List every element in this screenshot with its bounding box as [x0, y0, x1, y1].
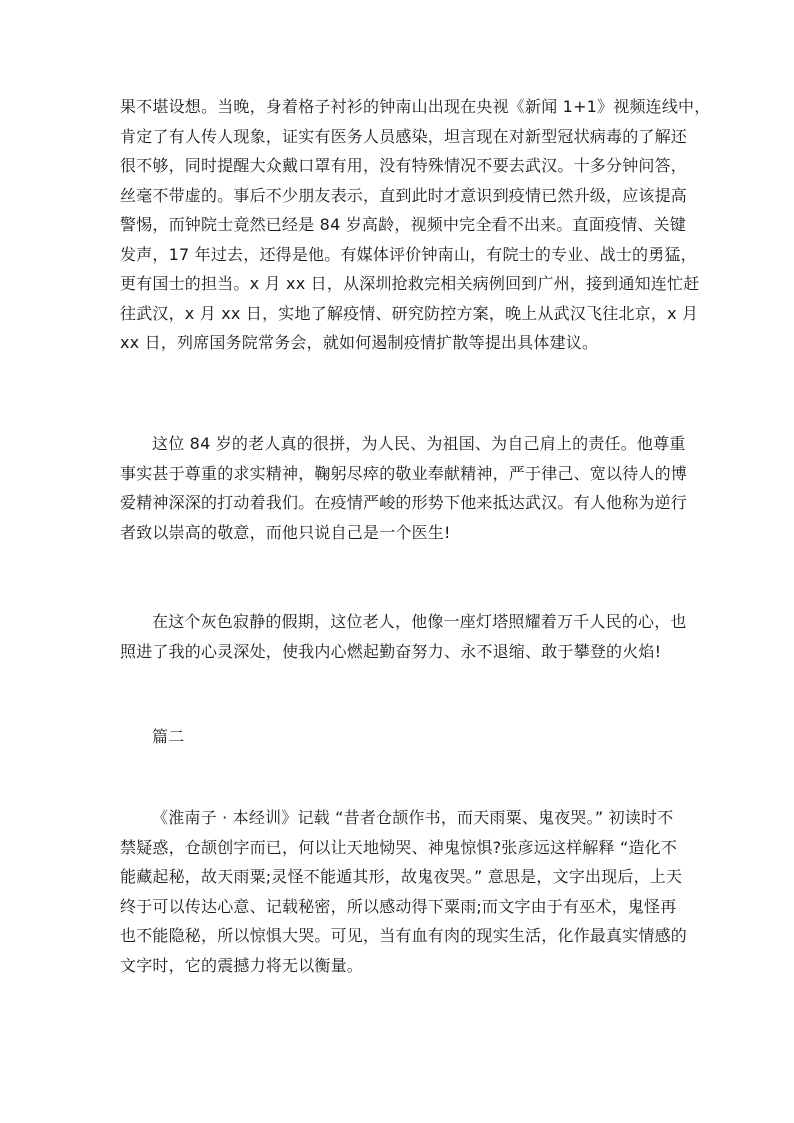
section-heading: [120, 722, 685, 752]
paragraph-line: 终于可以传达心意、记载秘密，所以感动得下粟雨;而文字由于有巫术，鬼怪再: [120, 896, 677, 916]
paragraph-line: 能藏起秘，故天雨粟;灵怪不能遁其形，故鬼夜哭。” 意思是，文字出现后，上天: [120, 867, 683, 886]
section-heading-text: 篇二: [152, 727, 185, 746]
paragraph-line: 事实甚于尊重的求实精神，鞠躬尽瘁的敬业奉献精神，严于律己、宽以待人的博: [120, 463, 688, 483]
paragraph-line: 在这个灰色寂静的假期，这位老人，他像一座灯塔照耀着万千人民的心，也: [152, 612, 687, 631]
paragraph-line: 也不能隐秘，所以惊惧大哭。可见，当有血有肉的现实生活，化作最真实情感的: [120, 926, 688, 945]
paragraph-line: 警惕，而钟院士竟然已经是 84 岁高龄，视频中完全看不出来。直面疫情、关键: [120, 215, 686, 234]
paragraph-line: 往武汉，x 月 xx 日，实地了解疫情、研究防控方案，晚上从武汉飞往北京，x 月: [120, 303, 699, 323]
paragraph-line: 文字时，它的震撼力将无以衡量。: [120, 955, 364, 975]
paragraph-2: [120, 429, 688, 547]
paragraph-line: xx 日，列席国务院常务会，就如何遏制疫情扩散等提出具体建议。: [120, 333, 599, 352]
paragraph-line: 照进了我的心灵深处，使我内心燃起勤奋努力、永不退缩、敢于攀登的火焰!: [120, 641, 662, 661]
paragraph-line: 丝毫不带虚的。事后不少朋友表示，直到此时才意识到疫情已然升级，应该提高: [120, 185, 688, 205]
paragraph-1: [120, 92, 711, 358]
paragraph-line: 发声，17 年过去，还得是他。有媒体评价钟南山，有院士的专业、战士的勇猛，: [120, 244, 697, 264]
paragraph-4: [120, 803, 688, 980]
paragraph-line: 者致以崇高的敬意，而他只说自己是一个医生!: [120, 522, 451, 542]
paragraph-line: 更有国士的担当。x 月 xx 日，从深圳抢救完相关病例回到广州，接到通知连忙赶: [120, 274, 700, 293]
paragraph-line: 这位 84 岁的老人真的很拼，为人民、为祖国、为自己肩上的责任。他尊重: [152, 434, 686, 453]
paragraph-3: [120, 607, 685, 666]
paragraph-line: 禁疑惑，仓颉创字而已，何以让天地恸哭、神鬼惊惧?张彦远这样解释 “造化不: [120, 837, 678, 857]
paragraph-line: 果不堪设想。当晚，身着格子衬衫的钟南山出现在央视《新闻 1+1》视频连线中，: [120, 97, 711, 116]
paragraph-line: 《淮南子 · 本经训》记载 “昔者仓颉作书，而天雨粟、鬼夜哭。” 初读时不: [152, 808, 674, 827]
paragraph-line: 很不够，同时提醒大众戴口罩有用，没有特殊情况不要去武汉。十多分钟问答，: [120, 156, 688, 175]
paragraph-line: 爱精神深深的打动着我们。在疫情严峻的形势下他来抵达武汉。有人他称为逆行: [120, 493, 688, 512]
paragraph-line: 肯定了有人传人现象，证实有医务人员感染，坦言现在对新型冠状病毒的了解还: [120, 126, 688, 146]
